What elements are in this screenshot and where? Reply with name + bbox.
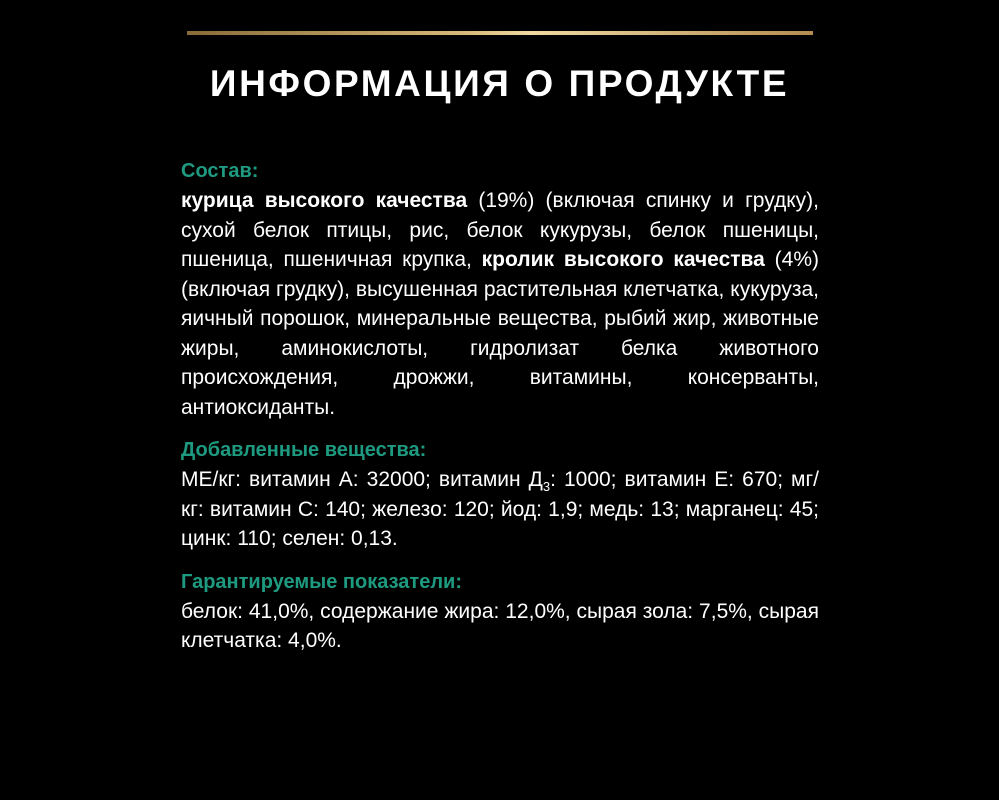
page-title: ИНФОРМАЦИЯ О ПРОДУКТЕ	[209, 63, 790, 104]
gold-divider-line	[187, 31, 813, 35]
additives-text	[181, 465, 819, 554]
guaranteed-section	[181, 568, 819, 656]
additives-heading: Добавленные вещества:	[181, 439, 427, 461]
additives-text-part-2: : 1000; витамин Е: 670; мг/кг: витамин С: 140; железо: 120; йод: 1,9; медь: 13; марганец: 45; цинк: 110; селен: 0,13.	[181, 468, 819, 550]
composition-bold-rabbit: кролик высокого качества	[481, 248, 765, 271]
guaranteed-text: белок: 41,0%, содержание жира: 12,0%, сырая зола: 7,5%, сырая клетчатка: 4,0%.	[181, 599, 819, 652]
composition-section	[181, 157, 819, 422]
product-info-content	[181, 157, 819, 670]
guaranteed-heading: Гарантируемые показатели:	[181, 570, 462, 593]
composition-bold-chicken: курица высокого качества	[181, 189, 468, 212]
additives-text-part-1: МЕ/кг: витамин А: 32000; витамин Д	[181, 468, 543, 491]
additives-section	[181, 436, 819, 554]
composition-text-part-2: (4%) (включая грудку), высушенная растительная клетчатка, кукуруза, яичный порошок, минеральные вещества, рыбий жир, животные жиры, аминокислоты, гидролизат белка животного происхождения, дрожжи, витамины, консерванты, антиоксиданты.	[181, 248, 819, 419]
composition-heading: Состав:	[181, 160, 259, 182]
composition-text	[181, 186, 819, 422]
composition-text-part-1: (19%) (включая спинку и грудку), сухой белок птицы, рис, белок кукурузы, белок пшеницы, пшеница, пшеничная крупка,	[181, 189, 819, 271]
vitamin-d-subscript: 3	[542, 479, 551, 494]
